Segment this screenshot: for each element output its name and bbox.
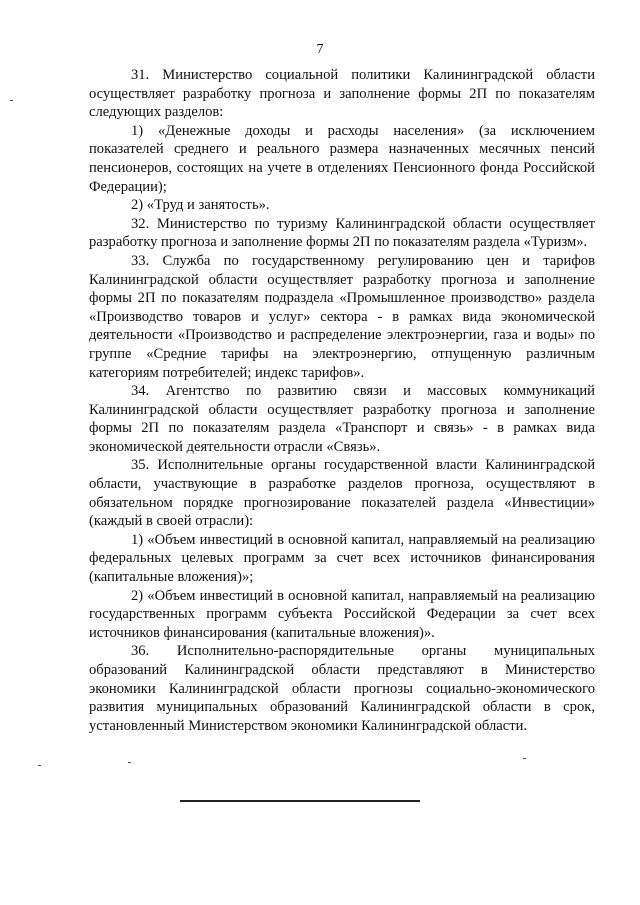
paragraph-35: 35. Исполнительные органы государственной власти Калининградской области, участвующие в разработке разделов прогноза, осуществляют в обязательном порядке прогнозирование показателей раздела «Инвестиции» (каждый в своей отрасли): [89,457,595,530]
scan-speck [10,100,13,101]
paragraph-35-item-2: 2) «Объем инвестиций в основной капитал, направляемый на реализацию государственных программ субъекта Российской Федерации за счет всех источников финансирования (капитальные вложения)». [89,587,595,641]
paragraph-34: 34. Агентство по развитию связи и массовых коммуникаций Калининградской области осуществляет разработку прогноза и заполнение формы 2П по показателям раздела «Транспорт и связь» - в рамках вида экономической деятельности отрасли «Связь». [89,383,595,455]
paragraph-33: 33. Служба по государственному регулированию цен и тарифов Калининградской области осуществляет разработку прогноза и заполнение формы 2П по показателям подраздела «Промышленное производство» раздела «Производство товаров и услуг» сектора - в рамках вида экономической деятельности «Производство и распределение электроэнергии, газа и воды» по группе «Средние тарифы на электроэнергию, отпущенную различным категориям потребителей; индекс тарифов». [89,252,595,381]
scan-speck [128,762,131,763]
paragraph-31-item-1: 1) «Денежные доходы и расходы населения» (за исключением показателей среднего и реального размера назначенных месячных пенсий пенсионеров, состоящих на учете в отделениях Пенсионного фонда Российской Федерации); [89,122,595,195]
paragraph-31: 31. Министерство социальной политики Калининградской области осуществляет разработку прогноза и заполнение формы 2П по показателям следующих разделов: [89,67,595,121]
closing-line [180,800,420,802]
paragraph-31-item-2: 2) «Труд и занятость». [131,197,270,214]
paragraph-35-item-1: 1) «Объем инвестиций в основной капитал, направляемый на реализацию федеральных целевых программ за счет всех источников финансирования (капитальные вложения)»; [89,531,595,586]
document-body [89,66,595,735]
paragraph-36: 36. Исполнительно-распорядительные органы муниципальных образований Калининградской области представляют в Министерство экономики Калининградской области прогнозы социально-экономического развития муниципальных образований Калининградской области в срок, установленный Министерством экономики Калининградской области. [89,643,595,734]
scan-speck [523,758,526,759]
page-number: 7 [316,42,324,57]
scan-speck [38,765,41,766]
paragraph-32: 32. Министерство по туризму Калининградской области осуществляет разработку прогноза и заполнение формы 2П по показателям раздела «Туризм». [89,215,595,251]
